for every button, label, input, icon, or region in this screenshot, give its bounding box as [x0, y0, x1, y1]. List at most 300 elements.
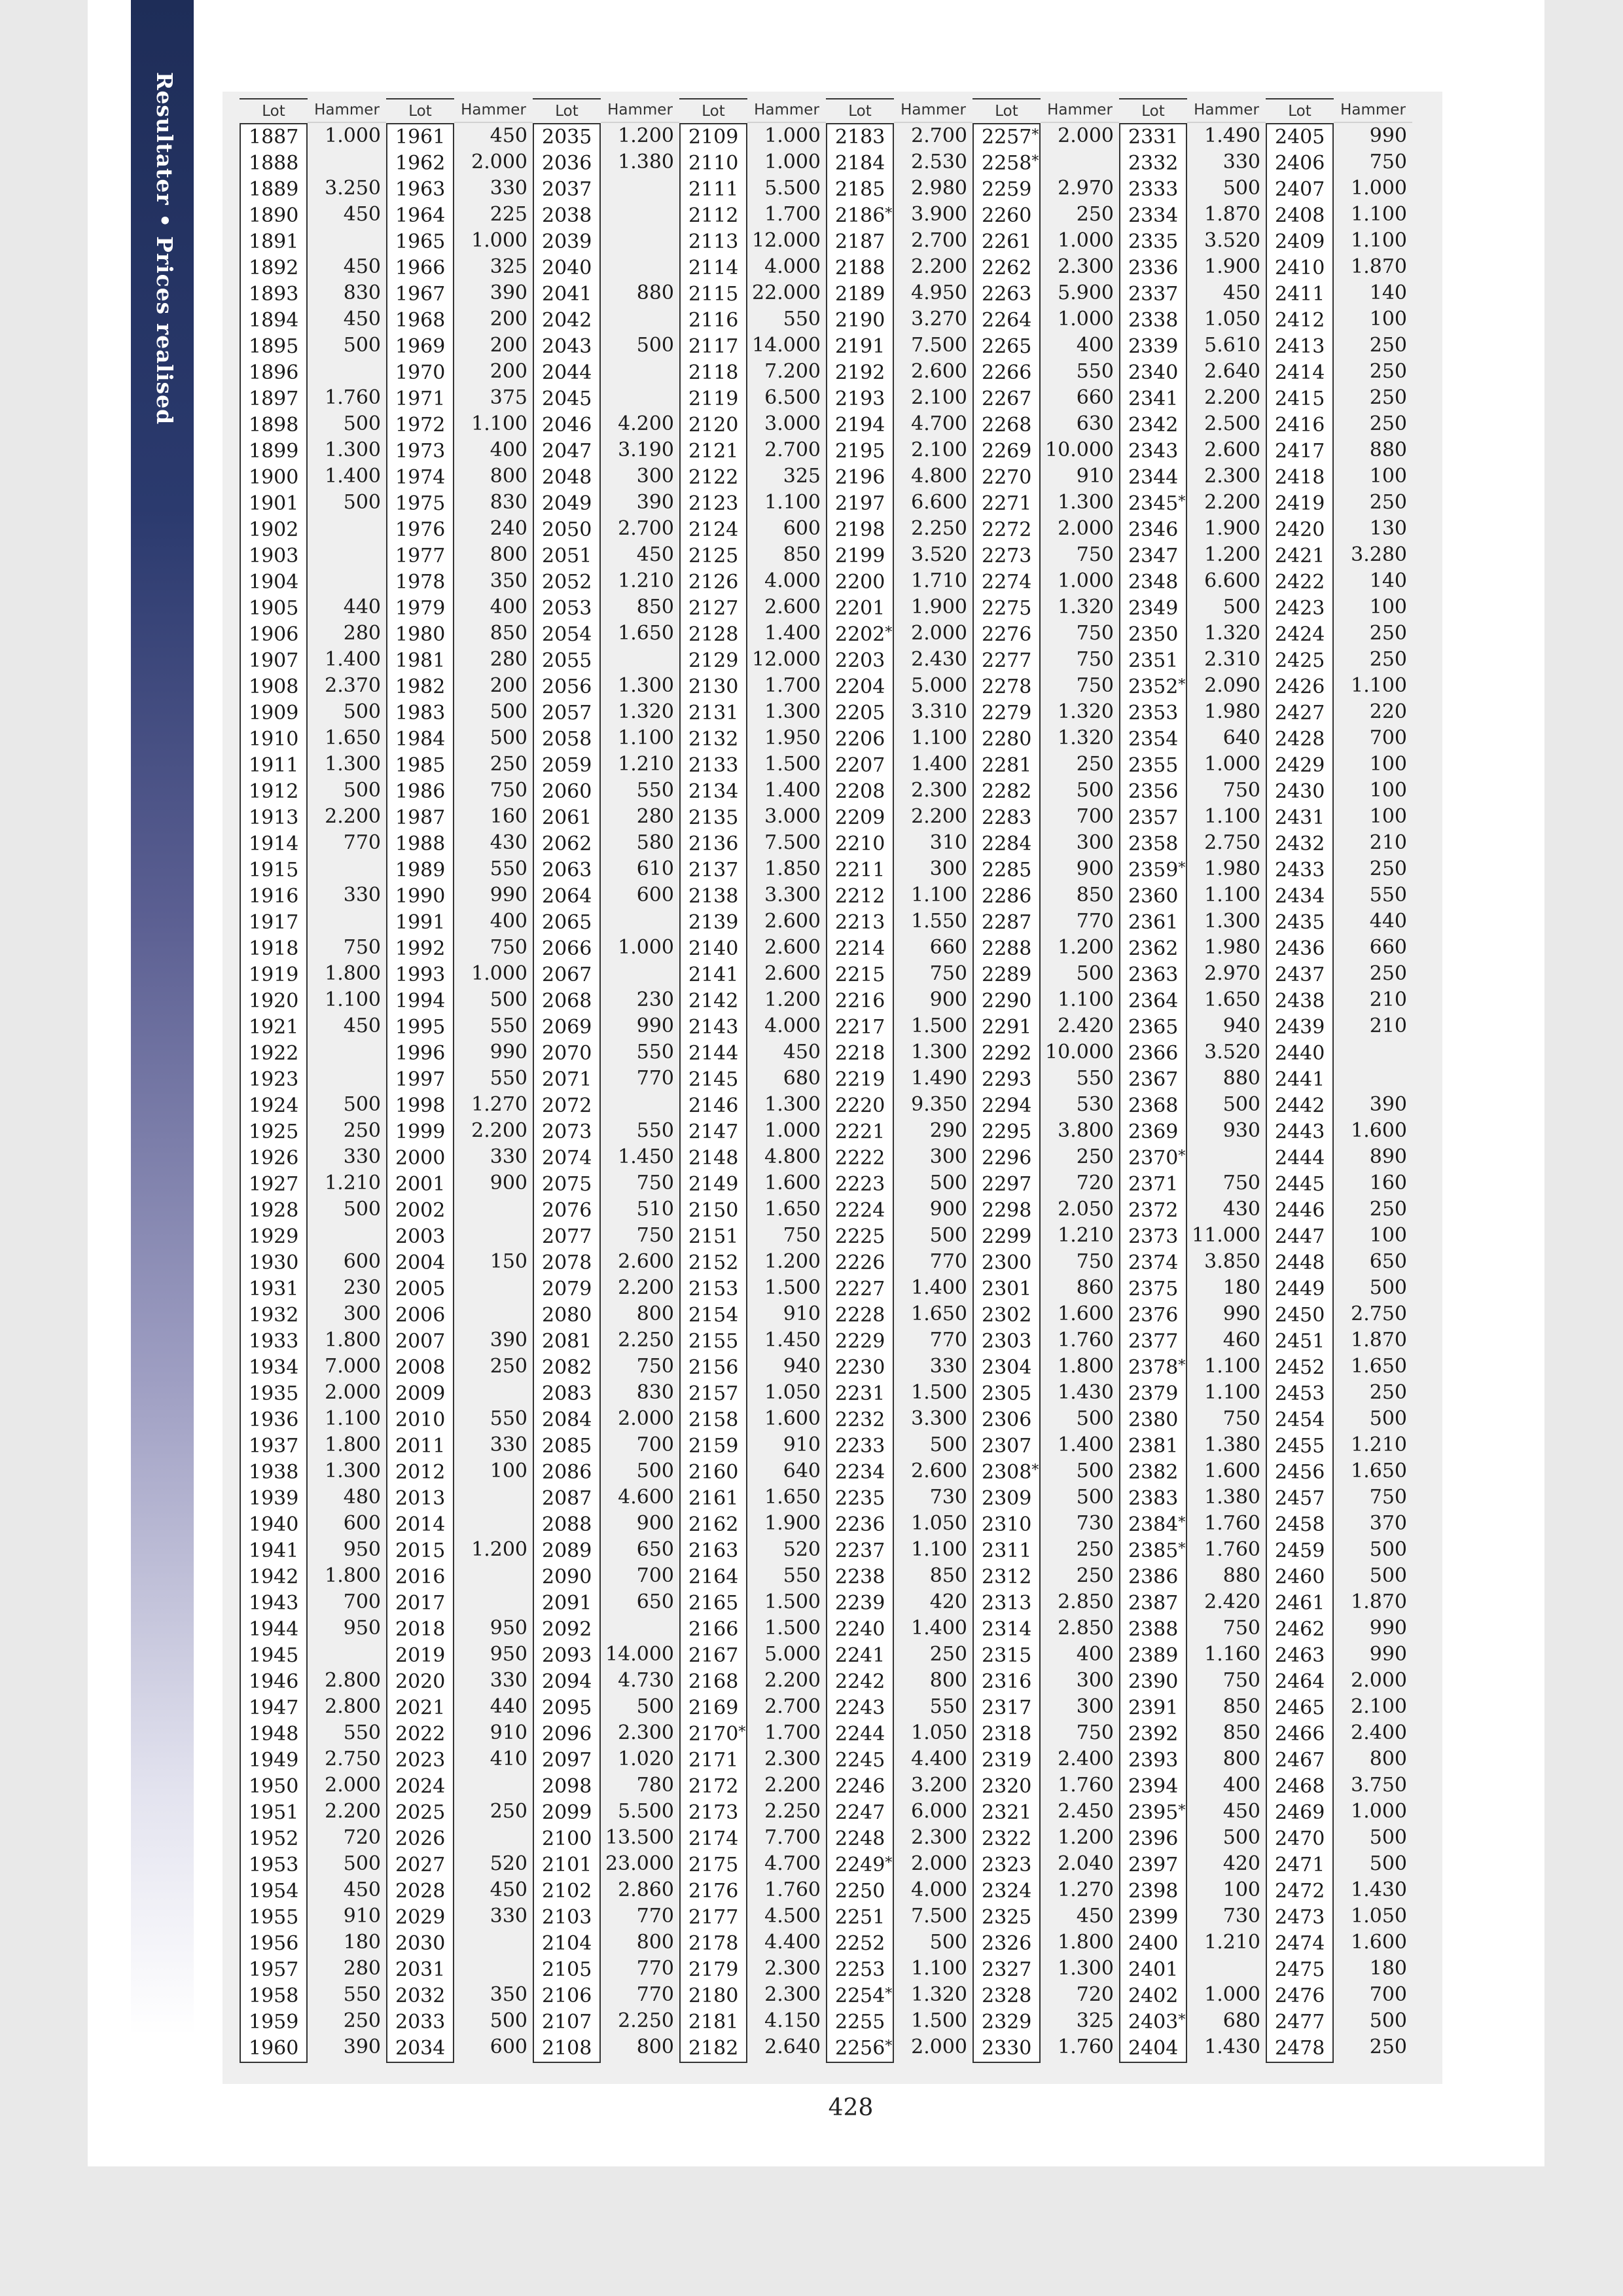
hammer-price: 1.210 [1204, 1931, 1260, 1954]
lot-number: 2218 [835, 1042, 885, 1065]
lot-number: 2066 [542, 937, 592, 960]
hammer-price: 1.380 [1204, 1486, 1260, 1509]
hammer-price: 830 [343, 281, 381, 304]
lot-number: 2274 [982, 571, 1032, 594]
hammer-price [1187, 1144, 1266, 1170]
hammer-price: 800 [1222, 1748, 1260, 1770]
hammer-price: 210 [1369, 988, 1407, 1011]
hammer-price: 450 [343, 308, 381, 331]
hammer-price: 800 [929, 1669, 967, 1692]
lot-number: 1892 [249, 257, 299, 279]
lot-number: 2007 [395, 1330, 446, 1353]
lot-number: 1937 [249, 1435, 299, 1458]
hammer-price: 550 [783, 308, 821, 331]
hammer-price: 910 [783, 1302, 821, 1325]
hammer-price: 240 [490, 517, 527, 540]
hammer-price: 2.700 [911, 124, 967, 147]
hammer-price: 770 [343, 831, 381, 854]
hammer-price: 225 [490, 203, 527, 226]
lot-number: 1968 [395, 309, 446, 332]
hammer-price: 3.800 [1058, 1119, 1114, 1142]
lot-number: 2070 [542, 1042, 592, 1065]
lot-number: 2364 [1128, 990, 1179, 1013]
hammer-price: 1.270 [1058, 1878, 1114, 1901]
hammer-price: 10.000 [1045, 1041, 1114, 1064]
lot-number: 2360 [1128, 885, 1179, 908]
hammer-column-9 [894, 98, 972, 2060]
hammer-price [601, 175, 679, 202]
hammer-price: 2.800 [325, 1695, 381, 1718]
lot-number: 2393 [1128, 1749, 1179, 1772]
lot-number: 2134 [688, 780, 739, 803]
lot-number: 2307 [982, 1435, 1032, 1458]
lot-number: 2443 [1275, 1121, 1325, 1143]
hammer-price: 910 [783, 1433, 821, 1456]
lot-number: 2410 [1275, 257, 1325, 279]
hammer-price [601, 1092, 679, 1118]
lot-number: 2301 [982, 1278, 1032, 1300]
hammer-price: 1.600 [1351, 1119, 1407, 1142]
hammer-price: 1.200 [618, 124, 674, 147]
lot-number: 1966 [395, 257, 446, 279]
lot-number: 1999 [395, 1121, 446, 1143]
lot-number: 2456 [1275, 1461, 1325, 1484]
lot-number: 2237 [835, 1539, 885, 1562]
lot-number: 2183 [835, 126, 885, 149]
hammer-price: 800 [490, 465, 527, 488]
hammer-price: 750 [1076, 648, 1114, 671]
lot-number: 2470 [1275, 1827, 1325, 1850]
lot-number: 2091 [542, 1592, 592, 1615]
hammer-price: 860 [1076, 1276, 1114, 1299]
lot-number: 2303 [982, 1330, 1032, 1353]
hammer-price: 2.200 [764, 1669, 821, 1692]
hammer-header: Hammer [308, 98, 386, 123]
hammer-price: 2.600 [911, 1460, 967, 1482]
lot-number: 2039 [542, 230, 592, 253]
hammer-price: 400 [490, 439, 527, 461]
hammer-price: 1.050 [911, 1512, 967, 1535]
lot-number: 2273 [982, 545, 1032, 567]
hammer-price: 1.000 [1058, 229, 1114, 252]
lot-number: 2086 [542, 1461, 592, 1484]
hammer-price: 4.150 [764, 2009, 821, 2032]
hammer-price: 2.750 [325, 1748, 381, 1770]
hammer-price [454, 1929, 533, 1956]
hammer-price: 1.700 [764, 1721, 821, 1744]
hammer-price: 890 [1369, 1145, 1407, 1168]
hammer-price: 700 [1369, 726, 1407, 749]
hammer-price: 2.040 [1058, 1852, 1114, 1875]
lot-number: 2442 [1275, 1094, 1325, 1117]
lot-number: 2084 [542, 1408, 592, 1431]
hammer-price: 1.400 [1058, 1433, 1114, 1456]
hammer-price: 1.100 [764, 491, 821, 514]
hammer-price: 500 [343, 700, 381, 723]
hammer-price: 1.050 [1351, 1905, 1407, 1928]
lot-number: 2144 [688, 1042, 739, 1065]
hammer-price: 23.000 [605, 1852, 674, 1875]
hammer-price: 550 [490, 857, 527, 880]
lot-number: 2366 [1128, 1042, 1179, 1065]
lot-number: 2455 [1275, 1435, 1325, 1458]
hammer-price: 4.500 [764, 1905, 821, 1928]
lot-number: 2179 [688, 1958, 739, 1981]
lot-number: 2187 [835, 230, 885, 253]
hammer-price [454, 1825, 533, 1851]
lot-number: 2154 [688, 1304, 739, 1327]
hammer-price: 500 [636, 1695, 674, 1718]
hammer-price: 3.310 [911, 700, 967, 723]
lot-number: 2242 [835, 1670, 885, 1693]
hammer-price: 7.000 [325, 1355, 381, 1378]
lot-number: 1947 [249, 1696, 299, 1719]
lot-number: 1962 [395, 152, 446, 175]
hammer-price: 2.250 [618, 1329, 674, 1352]
lot-number: 2249* [835, 1854, 893, 1876]
hammer-price [454, 1223, 533, 1249]
hammer-price: 7.500 [764, 831, 821, 854]
hammer-price: 850 [1222, 1695, 1260, 1718]
lot-number: 2275 [982, 597, 1032, 620]
lot-number: 2002 [395, 1199, 446, 1222]
hammer-price: 750 [1076, 674, 1114, 697]
lot-number: 2153 [688, 1278, 739, 1300]
hammer-price: 1.050 [764, 1381, 821, 1404]
lot-number: 2426 [1275, 675, 1325, 698]
hammer-price: 3.300 [911, 1407, 967, 1430]
hammer-price: 600 [343, 1512, 381, 1535]
lot-number: 2033 [395, 2011, 446, 2034]
hammer-price: 250 [1369, 360, 1407, 383]
hammer-price: 3.520 [911, 543, 967, 566]
lot-number: 1945 [249, 1644, 299, 1667]
hammer-price: 850 [490, 622, 527, 645]
lot-number: 2340 [1128, 361, 1179, 384]
hammer-price: 990 [1369, 1643, 1407, 1666]
hammer-price: 11.000 [1192, 1224, 1260, 1247]
lot-number: 2083 [542, 1382, 592, 1405]
lot-number: 2312 [982, 1566, 1032, 1588]
hammer-price: 350 [490, 569, 527, 592]
lot-number: 2198 [835, 518, 885, 541]
lot-number: 1997 [395, 1068, 446, 1091]
lot-number: 1919 [249, 963, 299, 986]
hammer-price: 550 [343, 1721, 381, 1744]
hammer-price: 1.300 [618, 674, 674, 697]
hammer-price: 375 [490, 386, 527, 409]
hammer-price: 280 [343, 1957, 381, 1980]
hammer-price: 4.600 [618, 1486, 674, 1509]
hammer-price: 1.650 [325, 726, 381, 749]
lot-number: 2174 [688, 1827, 739, 1850]
hammer-column-11 [1041, 98, 1119, 2060]
hammer-price: 2.700 [764, 439, 821, 461]
hammer-header: Hammer [1187, 98, 1266, 123]
hammer-price: 1.430 [1204, 2036, 1260, 2058]
hammer-price: 1.450 [764, 1329, 821, 1352]
lot-number: 2271 [982, 492, 1032, 515]
lot-number: 2127 [688, 597, 739, 620]
hammer-price: 2.200 [764, 1774, 821, 1797]
lot-number: 2337 [1128, 283, 1179, 306]
lot-number: 2310 [982, 1513, 1032, 1536]
hammer-price: 2.300 [1058, 255, 1114, 278]
lot-number: 2037 [542, 178, 592, 201]
hammer-price: 1.320 [618, 700, 674, 723]
lot-number: 1979 [395, 597, 446, 620]
lot-number: 2115 [688, 283, 739, 306]
hammer-price: 930 [1222, 1119, 1260, 1142]
lot-number: 2264 [982, 309, 1032, 332]
lot-number: 2277 [982, 649, 1032, 672]
lot-number: 2193 [835, 387, 885, 410]
lot-number: 2065 [542, 911, 592, 934]
hammer-price: 450 [1222, 1800, 1260, 1823]
hammer-price: 730 [1076, 1512, 1114, 1535]
hammer-price [308, 149, 386, 175]
hammer-price: 990 [490, 1041, 527, 1064]
lot-number: 2382 [1128, 1461, 1179, 1484]
lot-number: 2461 [1275, 1592, 1325, 1615]
hammer-price: 1.100 [325, 1407, 381, 1430]
hammer-price: 230 [636, 988, 674, 1011]
hammer-price: 750 [1369, 151, 1407, 173]
hammer-price: 1.450 [618, 1145, 674, 1168]
hammer-price [308, 856, 386, 882]
hammer-price: 330 [490, 1145, 527, 1168]
hammer-price: 1.500 [764, 1590, 821, 1613]
hammer-price: 2.700 [764, 1695, 821, 1718]
lot-number: 1948 [249, 1723, 299, 1746]
hammer-price: 1.760 [325, 386, 381, 409]
lot-number: 2119 [688, 387, 739, 410]
hammer-price: 900 [929, 988, 967, 1011]
hammer-price: 1.400 [911, 753, 967, 776]
lot-number: 1936 [249, 1408, 299, 1431]
lot-number: 2113 [688, 230, 739, 253]
lot-number: 2354 [1128, 728, 1179, 751]
hammer-price: 1.550 [911, 910, 967, 933]
hammer-price: 12.000 [752, 229, 821, 252]
hammer-price: 700 [636, 1564, 674, 1587]
lot-number: 2352* [1128, 675, 1186, 698]
hammer-price: 1.300 [325, 439, 381, 461]
lot-number: 2079 [542, 1278, 592, 1300]
hammer-price: 580 [636, 831, 674, 854]
lot-number: 2128 [688, 623, 739, 646]
hammer-price: 2.800 [325, 1669, 381, 1692]
lot-number: 2248 [835, 1827, 885, 1850]
lot-number: 2214 [835, 937, 885, 960]
lot-number: 2402 [1128, 1984, 1179, 2007]
hammer-price: 2.970 [1204, 962, 1260, 985]
hammer-price: 280 [636, 805, 674, 828]
hammer-price: 730 [929, 1486, 967, 1509]
hammer-price: 1.760 [1204, 1538, 1260, 1561]
hammer-price: 500 [343, 1852, 381, 1875]
lot-number: 2041 [542, 283, 592, 306]
lot-number: 1909 [249, 702, 299, 725]
hammer-price [308, 908, 386, 935]
hammer-price: 2.050 [1058, 1198, 1114, 1221]
lot-number: 2085 [542, 1435, 592, 1458]
hammer-price [1334, 1066, 1412, 1092]
hammer-price: 2.300 [764, 1957, 821, 1980]
lot-number: 2040 [542, 257, 592, 279]
lot-number: 2279 [982, 702, 1032, 725]
lot-number: 2107 [542, 2011, 592, 2034]
lot-number: 2439 [1275, 1016, 1325, 1039]
lot-number: 2374 [1128, 1251, 1179, 1274]
lot-number: 2133 [688, 754, 739, 777]
hammer-price: 450 [1222, 281, 1260, 304]
lot-number: 1951 [249, 1801, 299, 1824]
lot-number: 1995 [395, 1016, 446, 1039]
lot-number: 2239 [835, 1592, 885, 1615]
lot-number: 2088 [542, 1513, 592, 1536]
hammer-price: 680 [783, 1067, 821, 1090]
hammer-price: 520 [783, 1538, 821, 1561]
hammer-price: 1.100 [911, 726, 967, 749]
lot-number: 2267 [982, 387, 1032, 410]
lot-number: 2370* [1128, 1147, 1186, 1170]
lot-number: 2464 [1275, 1670, 1325, 1693]
hammer-price: 4.200 [618, 412, 674, 435]
hammer-price: 250 [1369, 2036, 1407, 2058]
lot-number: 2185 [835, 178, 885, 201]
hammer-price: 325 [490, 255, 527, 278]
lot-number: 2094 [542, 1670, 592, 1693]
hammer-price: 2.100 [1351, 1695, 1407, 1718]
hammer-price: 850 [636, 596, 674, 619]
lot-number: 1953 [249, 1854, 299, 1876]
hammer-price: 300 [929, 857, 967, 880]
lot-number: 1960 [249, 2037, 299, 2060]
hammer-price: 1.000 [1204, 753, 1260, 776]
hammer-price: 1.760 [764, 1878, 821, 1901]
lot-number: 2333 [1128, 178, 1179, 201]
hammer-price: 250 [1076, 753, 1114, 776]
hammer-price: 900 [929, 1198, 967, 1221]
hammer-price: 1.400 [764, 779, 821, 802]
lot-number: 1973 [395, 440, 446, 463]
lot-number: 1965 [395, 230, 446, 253]
hammer-price: 2.200 [911, 805, 967, 828]
lot-number: 2087 [542, 1487, 592, 1510]
lot-number: 2156 [688, 1356, 739, 1379]
lot-number: 2316 [982, 1670, 1032, 1693]
lot-number: 1992 [395, 937, 446, 960]
hammer-price: 330 [490, 1669, 527, 1692]
hammer-price: 1.650 [764, 1486, 821, 1509]
lot-number: 2010 [395, 1408, 446, 1431]
lot-number: 2213 [835, 911, 885, 934]
lot-number: 2400 [1128, 1932, 1179, 1955]
lot-number: 2025 [395, 1801, 446, 1824]
hammer-price: 1.320 [1058, 726, 1114, 749]
lot-number: 2304 [982, 1356, 1032, 1379]
lot-number: 2151 [688, 1225, 739, 1248]
hammer-price: 5.900 [1058, 281, 1114, 304]
lot-number: 2059 [542, 754, 592, 777]
hammer-price: 1.210 [618, 569, 674, 592]
hammer-price: 1.050 [1204, 308, 1260, 331]
lot-number: 2020 [395, 1670, 446, 1693]
lot-number: 2296 [982, 1147, 1032, 1170]
lot-column-14 [1266, 98, 1334, 2063]
lot-column-4 [533, 98, 601, 2063]
hammer-price: 2.090 [1204, 674, 1260, 697]
lot-number: 1963 [395, 178, 446, 201]
lot-number: 2287 [982, 911, 1032, 934]
hammer-price: 2.250 [764, 1800, 821, 1823]
lot-number: 2284 [982, 833, 1032, 855]
lot-number: 1964 [395, 204, 446, 227]
hammer-price: 250 [490, 1355, 527, 1378]
lot-number: 2027 [395, 1854, 446, 1876]
lot-number: 2197 [835, 492, 885, 515]
lot-number: 2017 [395, 1592, 446, 1615]
hammer-price [308, 542, 386, 568]
lot-number: 2292 [982, 1042, 1032, 1065]
lot-number: 2344 [1128, 466, 1179, 489]
hammer-price: 4.000 [911, 1878, 967, 1901]
lot-number: 2172 [688, 1775, 739, 1798]
lot-number: 1956 [249, 1932, 299, 1955]
lot-number: 2408 [1275, 204, 1325, 227]
lot-number: 1939 [249, 1487, 299, 1510]
hammer-price: 1.270 [471, 1093, 527, 1116]
lot-number: 2255 [835, 2011, 885, 2034]
lot-number: 1943 [249, 1592, 299, 1615]
lot-number: 2365 [1128, 1016, 1179, 1039]
hammer-price: 600 [490, 2036, 527, 2058]
lot-number: 2358 [1128, 833, 1179, 855]
hammer-price: 390 [490, 1329, 527, 1352]
lot-number: 2188 [835, 257, 885, 279]
hammer-price [601, 359, 679, 385]
lot-number: 2457 [1275, 1487, 1325, 1510]
lot-number: 1986 [395, 780, 446, 803]
hammer-price: 4.400 [764, 1931, 821, 1954]
lot-number: 2411 [1275, 283, 1325, 306]
lot-number: 2302 [982, 1304, 1032, 1327]
lot-number: 2314 [982, 1618, 1032, 1641]
lot-number: 2180 [688, 1984, 739, 2007]
lot-number: 1927 [249, 1173, 299, 1196]
hammer-price: 5.500 [764, 177, 821, 200]
hammer-price: 990 [490, 884, 527, 906]
lot-number: 1913 [249, 806, 299, 829]
lot-column-12 [1119, 98, 1187, 2063]
hammer-price: 330 [929, 1355, 967, 1378]
hammer-price: 2.600 [764, 936, 821, 959]
hammer-price: 950 [490, 1643, 527, 1666]
hammer-price: 180 [343, 1931, 381, 1954]
lot-number: 2465 [1275, 1696, 1325, 1719]
hammer-price: 250 [343, 2009, 381, 2032]
hammer-price: 1.000 [1058, 569, 1114, 592]
lot-column-2 [386, 98, 454, 2063]
hammer-price [1334, 1039, 1412, 1066]
lot-number: 2380 [1128, 1408, 1179, 1431]
hammer-price: 250 [1076, 1145, 1114, 1168]
lot-number: 2078 [542, 1251, 592, 1274]
lot-number: 2325 [982, 1906, 1032, 1929]
hammer-price: 7.700 [764, 1826, 821, 1849]
hammer-price: 480 [343, 1486, 381, 1509]
